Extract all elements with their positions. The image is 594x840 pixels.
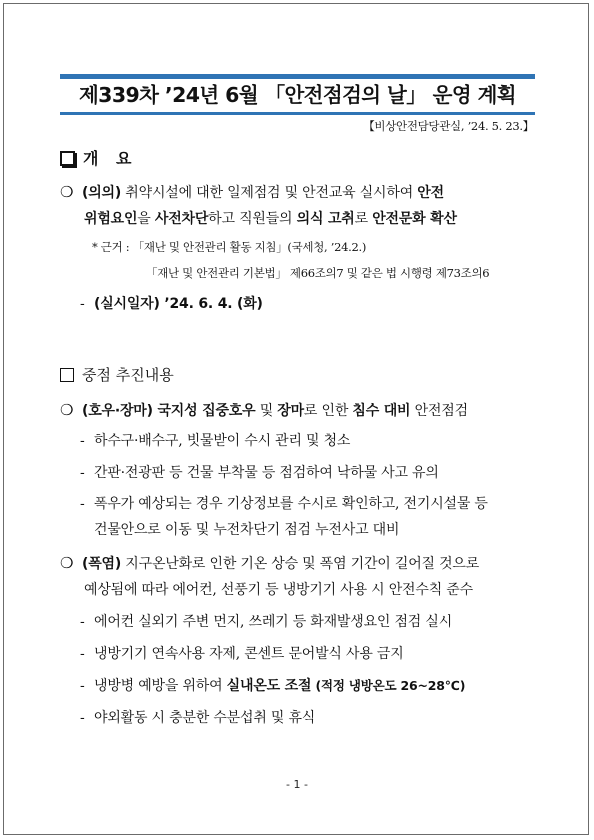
rain-bold-1: 국지성 집중호우	[152, 403, 256, 419]
rain-sub-item-3-cont: 건물안으로 이동 및 누전차단기 점검 누전사고 대비	[94, 522, 400, 538]
circle-bullet-icon: ❍	[60, 401, 74, 419]
dash-bullet: -	[80, 496, 85, 512]
dash-bullet: -	[80, 465, 85, 481]
rain-label: (호우·장마)	[82, 403, 153, 419]
purpose-text-4: 로	[354, 211, 373, 227]
date-item	[80, 293, 263, 313]
rain-bold-3: 침수 대비	[352, 403, 411, 419]
heat-sub-text-3-bold: 실내온도 조절	[226, 678, 312, 694]
dash-bullet: -	[80, 678, 85, 694]
page-number: - 1 -	[286, 778, 308, 791]
section-heading-key-actions	[60, 364, 174, 385]
title-bottom-rule	[60, 112, 535, 115]
purpose-bold-1: 안전	[417, 185, 444, 201]
purpose-line-2	[84, 208, 457, 228]
heat-sub-text-1: 에어컨 실외기 주변 먼지, 쓰레기 등 화재발생요인 점검 실시	[94, 614, 453, 630]
heat-label: (폭염)	[82, 556, 122, 572]
date-text: (실시일자) ’24. 6. 4. (화)	[94, 296, 263, 312]
purpose-bold-3: 사전차단	[154, 211, 209, 227]
purpose-text-3: 하고 직원들의	[208, 211, 297, 227]
heat-sub-text-3-post: (적정 냉방온도 26~28℃)	[311, 678, 466, 693]
purpose-bold-2: 위험요인	[84, 211, 138, 227]
heat-sub-text-3-pre: 냉방병 예방을 위하여	[94, 678, 227, 694]
heat-sub-item-2	[80, 643, 404, 663]
rain-sub-text-2: 간판·전광판 등 건물 부착물 등 점검하여 낙하물 사고 유의	[94, 465, 439, 481]
rain-text-3: 안전점검	[410, 403, 468, 419]
heat-line-1	[60, 553, 479, 573]
rain-sub-item-2	[80, 462, 439, 482]
rain-sub-text-3: 폭우가 예상되는 경우 기상정보를 수시로 확인하고, 전기시설물 등	[94, 496, 488, 512]
purpose-bold-5: 안전문화 확산	[372, 211, 457, 227]
dash-bullet: -	[80, 646, 85, 662]
rain-sub-item-3	[80, 493, 488, 513]
rain-text-2: 로 인한	[303, 403, 353, 419]
rain-sub-item-1	[80, 430, 350, 450]
purpose-text-2: 을	[137, 211, 155, 227]
rain-sub-text-1: 하수구·배수구, 빗물받이 수시 관리 및 청소	[94, 433, 351, 449]
heat-text-1: 지구온난화로 인한 기온 상승 및 폭염 기간이 길어질 것으로	[121, 556, 480, 572]
heat-line-2: 예상됨에 따라 에어컨, 선풍기 등 냉방기기 사용 시 안전수칙 준수	[84, 582, 473, 598]
office-date-line: 【비상안전담당관실, ’24. 5. 23.】	[363, 119, 534, 133]
dash-bullet: -	[80, 433, 85, 449]
purpose-label: (의의)	[82, 185, 122, 201]
dash-bullet: -	[80, 710, 85, 726]
square-bullet-icon	[60, 151, 75, 166]
heat-sub-text-4: 야외활동 시 충분한 수분섭취 및 휴식	[94, 710, 316, 726]
square-bullet-icon	[60, 368, 74, 382]
overview-heading-text: 개 요	[83, 149, 138, 168]
rain-text-1: 및	[255, 403, 278, 419]
rain-line	[60, 400, 468, 420]
key-actions-heading-text: 중점 추진내용	[82, 366, 174, 384]
purpose-text-1: 취약시설에 대한 일제점검 및 안전교육 실시하여	[121, 185, 418, 201]
circle-bullet-icon: ❍	[60, 183, 74, 201]
purpose-bold-4: 의식 고취	[296, 211, 355, 227]
reference-line-1: * 근거 : 「재난 및 안전관리 활동 지침」(국세청, ’24.2.)	[92, 240, 367, 254]
dash-bullet: -	[80, 614, 85, 630]
purpose-line-1	[60, 182, 444, 202]
heat-sub-item-1	[80, 611, 452, 631]
dash-bullet: -	[80, 296, 85, 312]
section-heading-overview	[60, 146, 137, 169]
heat-sub-item-4	[80, 707, 315, 727]
document-title: 제339차 ’24년 6월 「안전점검의 날」 운영 계획	[78, 83, 517, 107]
heat-sub-text-2: 냉방기기 연속사용 자제, 콘센트 문어발식 사용 금지	[94, 646, 404, 662]
reference-line-2: 「재난 및 안전관리 기본법」 제66조의7 및 같은 법 시행령 제73조의6	[146, 266, 490, 280]
circle-bullet-icon: ❍	[60, 554, 74, 572]
rain-bold-2: 장마	[277, 403, 304, 419]
heat-sub-item-3	[80, 675, 465, 695]
